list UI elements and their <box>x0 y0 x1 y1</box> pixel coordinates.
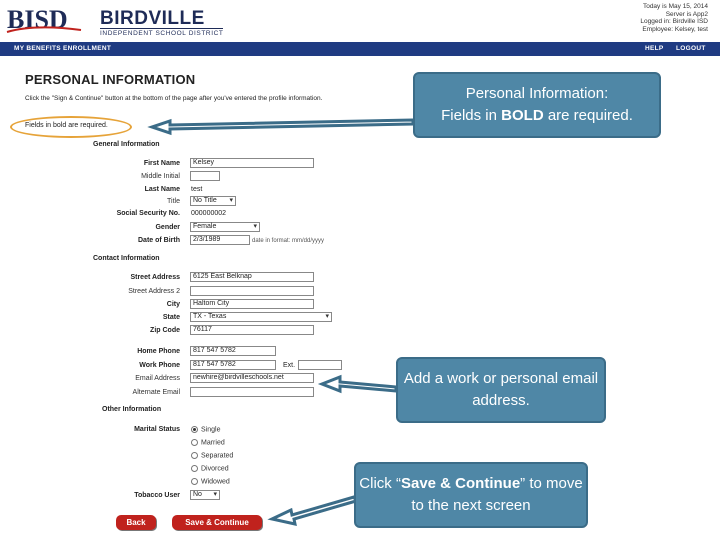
city-field[interactable]: Haltom City <box>190 299 314 309</box>
label-middle-initial: Middle Initial <box>141 173 180 180</box>
zip-code-field[interactable]: 76117 <box>190 325 314 335</box>
label-gender: Gender <box>155 224 180 231</box>
tobacco-select-value: No <box>193 491 202 498</box>
back-button[interactable]: Back <box>116 515 156 530</box>
work-phone-field[interactable]: 817 547 5782 <box>190 360 276 370</box>
status-server: Server is App2 <box>665 10 708 18</box>
last-name-value: test <box>191 186 203 193</box>
callout-email <box>396 357 606 423</box>
label-email-address: Email Address <box>135 375 180 382</box>
save-continue-button[interactable]: Save & Continue <box>172 515 262 530</box>
callout-required-fields <box>413 72 661 138</box>
status-employee: Employee: Kelsey, test <box>642 25 708 33</box>
label-ext: Ext. <box>283 362 296 369</box>
label-first-name: First Name <box>143 160 180 167</box>
brand-name: BIRDVILLE <box>100 8 205 29</box>
date-of-birth-field[interactable]: 2/3/1989 <box>190 235 250 245</box>
label-marital-status: Marital Status <box>134 426 180 433</box>
status-logged-in: Logged in: Birdville ISD <box>640 18 708 25</box>
nav-my-benefits-enrollment[interactable]: MY BENEFITS ENROLLMENT <box>14 45 112 52</box>
label-zip-code: Zip Code <box>150 327 180 334</box>
radio-label: Widowed <box>201 478 230 486</box>
title-select-value: No Title <box>193 197 217 204</box>
arrow-to-save-button <box>272 497 356 524</box>
chevron-down-icon: ▾ <box>253 223 257 230</box>
section-general-information: General Information <box>93 141 160 148</box>
radio-label: Divorced <box>201 465 229 473</box>
label-last-name: Last Name <box>144 186 180 193</box>
label-work-phone: Work Phone <box>139 362 180 369</box>
radio-label: Separated <box>201 452 234 460</box>
instructions: Click the "Sign & Continue" button at the bottom of the page after you've entered the profile information. <box>25 95 323 102</box>
callout1-line2: Fields in BOLD are required. <box>441 107 633 124</box>
state-select-value: TX - Texas <box>193 313 227 320</box>
label-ssn: Social Security No. <box>116 210 180 217</box>
page-title: PERSONAL INFORMATION <box>25 72 196 87</box>
first-name-field[interactable]: Kelsey <box>190 158 314 168</box>
date-format-hint: date in format: mm/dd/yyyy <box>252 238 325 244</box>
label-street-address-2: Street Address 2 <box>128 288 180 295</box>
brand-subtitle: INDEPENDENT SCHOOL DISTRICT <box>100 30 224 37</box>
nav-logout[interactable]: LOGOUT <box>676 45 706 52</box>
label-city: City <box>166 301 180 308</box>
label-street-address: Street Address <box>130 274 180 281</box>
label-date-of-birth: Date of Birth <box>138 237 180 244</box>
street-address-field[interactable]: 6125 East Belknap <box>190 272 314 282</box>
label-tobacco-user: Tobacco User <box>134 492 180 499</box>
callout-save-continue <box>354 462 588 528</box>
nav-help[interactable]: HELP <box>645 45 664 52</box>
label-state: State <box>162 314 180 321</box>
radio-label: Single <box>201 426 221 434</box>
ssn-value: 000000002 <box>191 210 227 217</box>
home-phone-field[interactable]: 817 547 5782 <box>190 346 276 356</box>
chevron-down-icon: ▾ <box>213 491 217 498</box>
callout3-text: Click “Save & Continue” to move to the next screen <box>359 475 583 514</box>
label-title: Title <box>167 198 180 205</box>
gender-select-value: Female <box>193 223 217 230</box>
logo-text: BISD <box>7 5 68 34</box>
label-alternate-email: Alternate Email <box>132 389 180 396</box>
section-other-information: Other Information <box>102 406 162 413</box>
chevron-down-icon: ▾ <box>325 313 329 320</box>
arrow-to-email-field <box>322 377 396 391</box>
email-address-field[interactable]: newhire@birdvilleschools.net <box>190 373 314 383</box>
chevron-down-icon: ▾ <box>229 197 233 204</box>
radio-label: Married <box>201 439 225 447</box>
label-home-phone: Home Phone <box>137 348 180 355</box>
status-date: Today is May 15, 2014 <box>642 3 708 10</box>
callout1-line1: Personal Information: <box>465 85 609 102</box>
callout2-text: Add a work or personal email address. <box>403 370 599 409</box>
arrow-to-required-note <box>152 120 413 133</box>
required-note: Fields in bold are required. <box>25 122 108 129</box>
section-contact-information: Contact Information <box>93 255 160 262</box>
